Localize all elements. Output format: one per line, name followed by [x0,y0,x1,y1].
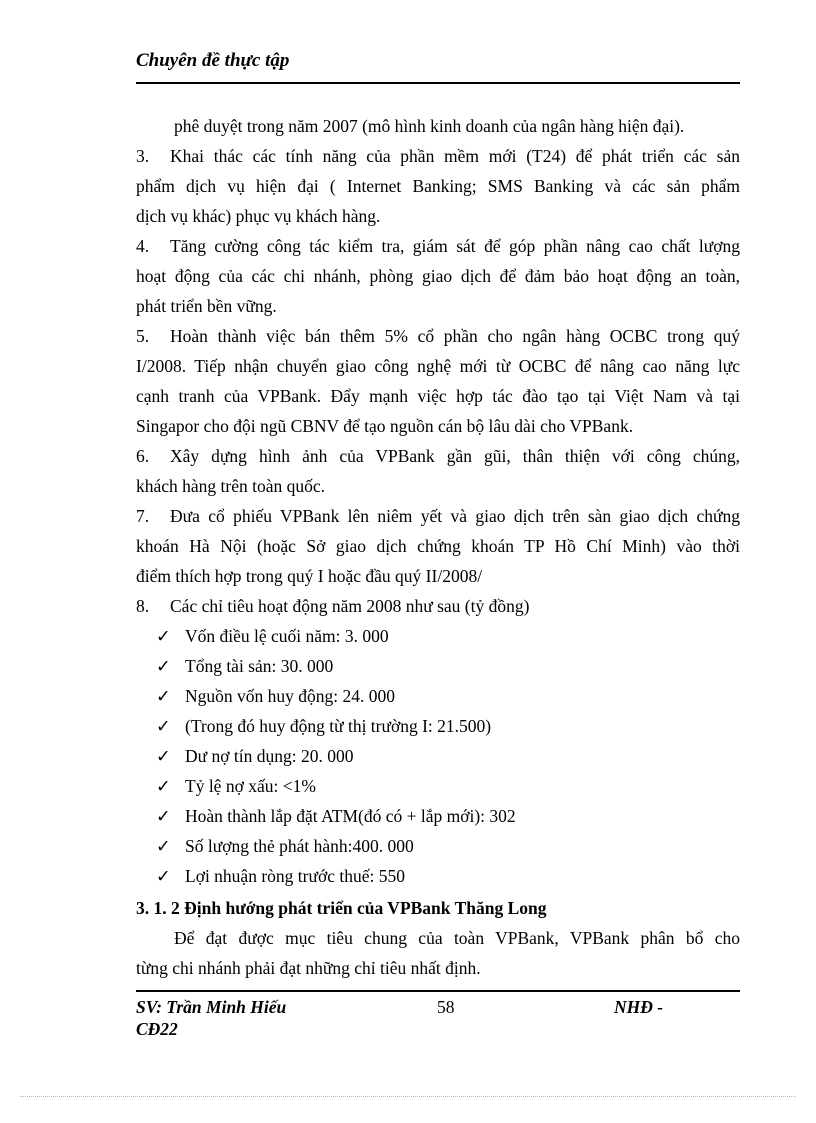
page-edge-divider [20,1096,796,1097]
checkmark-icon: ✓ [156,656,171,676]
page-number: 58 [437,997,455,1017]
checklist-item: Tỷ lệ nợ xấu: <1% [185,776,316,796]
list-item-3 [136,145,740,167]
checklist-item: Hoàn thành lắp đặt ATM(đó có + lắp mới): 302 [185,806,516,826]
list-item-8 [136,595,740,617]
paragraph-line: điểm thích hợp trong quý I hoặc đầu quý II/2008/ [136,566,483,586]
paragraph-line: phát triển bền vững. [136,296,277,316]
paragraph-line: từng chi nhánh phải đạt những chỉ tiêu nhất định. [136,958,481,978]
list-number: 5. [136,326,150,346]
footer-author-class: CĐ22 [136,1019,178,1039]
paragraph-line: khách hàng trên toàn quốc. [136,476,326,496]
checkmark-icon: ✓ [156,716,171,736]
paragraph-line: Tăng cường công tác kiểm tra, giám sát để góp phần nâng cao chất lượng [170,236,740,256]
paragraph-line: khoán Hà Nội (hoặc Sở giao dịch chứng khoán TP Hồ Chí Minh) vào thời [136,536,740,556]
list-item-4 [136,235,740,257]
list-number: 4. [136,236,150,256]
list-number: 7. [136,506,150,526]
paragraph-line: I/2008. Tiếp nhận chuyển giao công nghệ mới từ OCBC để nâng cao năng lực [136,356,740,376]
checkmark-icon: ✓ [156,746,171,766]
paragraph-line: Các chỉ tiêu hoạt động năm 2008 như sau (tỷ đồng) [170,596,530,616]
footer-author [136,996,286,1040]
checklist-item: Số lượng thẻ phát hành:400. 000 [185,836,414,856]
footer-department: NHĐ - [614,997,664,1017]
checklist-item: Dư nợ tín dụng: 20. 000 [185,746,354,766]
paragraph-line: phê duyệt trong năm 2007 (mô hình kinh doanh của ngân hàng hiện đại). [174,116,685,136]
paragraph-line: dịch vụ khác) phục vụ khách hàng. [136,206,381,226]
checkmark-icon: ✓ [156,686,171,706]
checklist-item: Nguồn vốn huy động: 24. 000 [185,686,395,706]
paragraph-line: Xây dựng hình ảnh của VPBank gần gũi, thân thiện với công chúng, [170,446,740,466]
paragraph-line: Singapor cho đội ngũ CBNV để tạo nguồn cán bộ lâu dài cho VPBank. [136,416,634,436]
paragraph-line: Đưa cổ phiếu VPBank lên niêm yết và giao dịch trên sàn giao dịch chứng [170,506,740,526]
checkmark-icon: ✓ [156,776,171,796]
checklist-item: Vốn điều lệ cuối năm: 3. 000 [185,626,389,646]
list-item-6 [136,445,740,467]
list-item-7 [136,505,740,527]
list-number: 6. [136,446,150,466]
paragraph-line: cạnh tranh của VPBank. Đẩy mạnh việc hợp tác đào tạo tại Việt Nam và tại [136,386,740,406]
checkmark-icon: ✓ [156,866,171,886]
checklist-item: (Trong đó huy động từ thị trường I: 21.500) [185,716,492,736]
checkmark-icon: ✓ [156,806,171,826]
paragraph-line: Khai thác các tính năng của phần mềm mới (T24) để phát triển các sản [170,146,740,166]
checklist-item: Lợi nhuận ròng trước thuế: 550 [185,866,405,886]
page-header-title: Chuyên đề thực tập [136,50,290,71]
section-heading: 3. 1. 2 Định hướng phát triển của VPBank Thăng Long [136,898,547,918]
checkmark-icon: ✓ [156,836,171,856]
paragraph-line: Hoàn thành việc bán thêm 5% cổ phần cho ngân hàng OCBC trong quý [170,326,740,346]
list-number: 8. [136,596,150,616]
checkmark-icon: ✓ [156,626,171,646]
paragraph-line: Để đạt được mục tiêu chung của toàn VPBank, VPBank phân bổ cho [174,928,740,948]
header-rule [136,82,740,84]
paragraph-line: hoạt động của các chi nhánh, phòng giao dịch để đảm bảo hoạt động an toàn, [136,266,740,286]
list-item-5 [136,325,740,347]
list-number: 3. [136,146,150,166]
footer-author-name: SV: Trần Minh Hiếu [136,997,287,1017]
checklist-item: Tổng tài sản: 30. 000 [185,656,334,676]
footer-rule [136,990,740,992]
paragraph-line: phẩm dịch vụ hiện đại ( Internet Banking; SMS Banking và các sản phẩm [136,176,740,196]
